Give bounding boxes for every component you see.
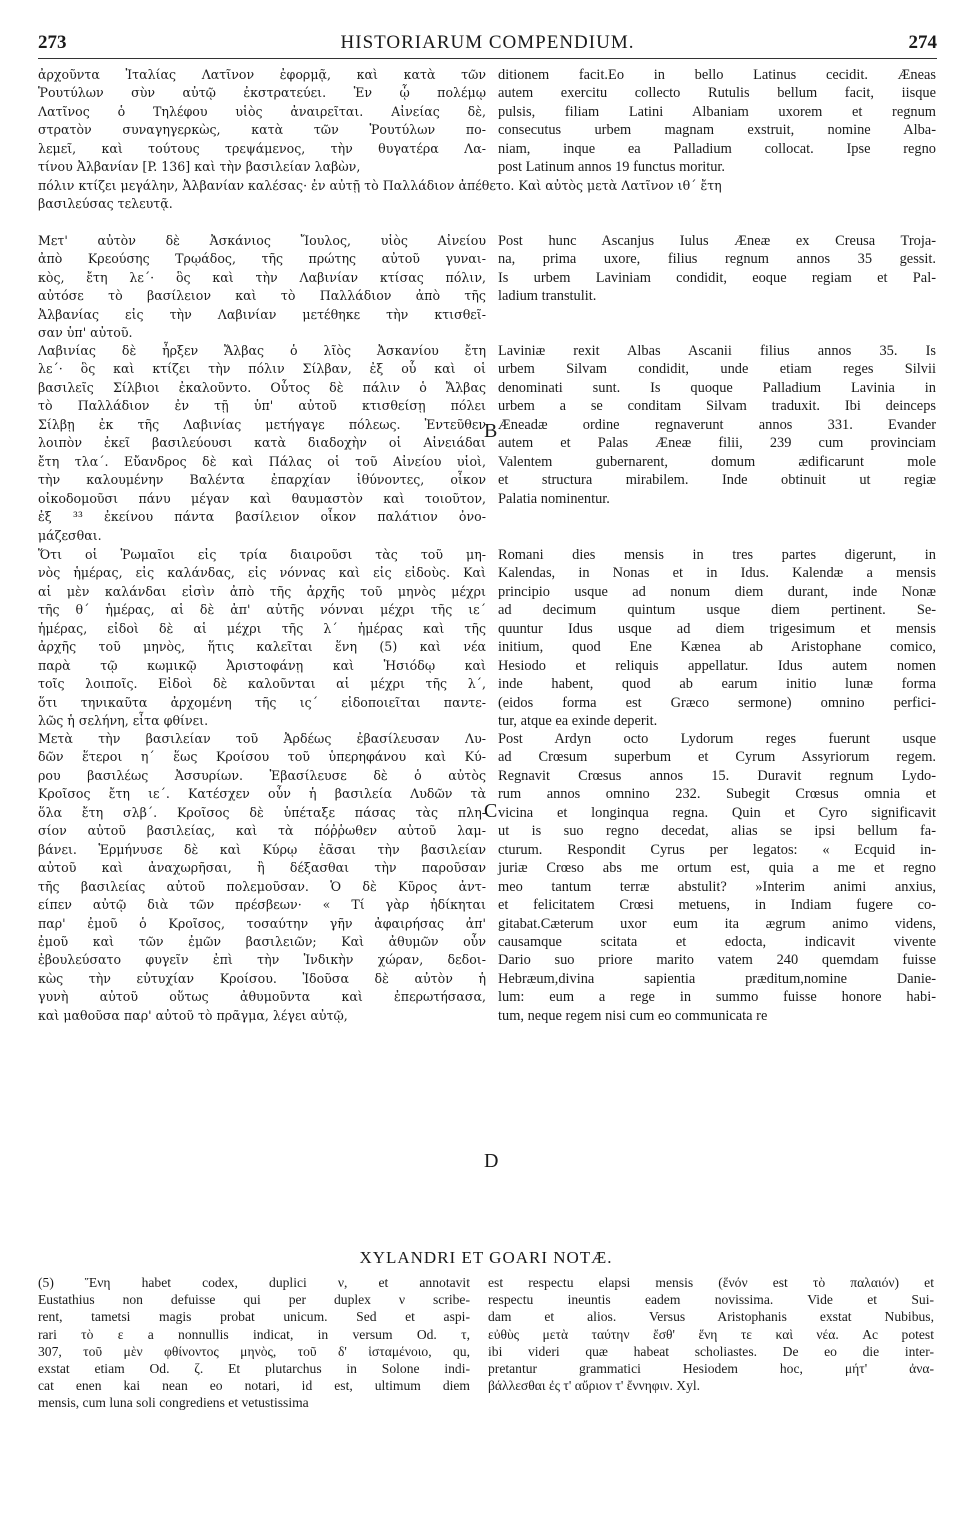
latin-column-block-1 [498,66,936,177]
text-line: μάζεσθαι. [38,527,102,543]
text-line: principio usque ad nonum diem durant, inde Nonæ [498,583,936,600]
text-line: et structura mirabilem. Inde obtinuit ut regiæ [498,472,936,489]
text-line: ὅτι τηνικαῦτα ἀρχομένη τῆς ις΄ εἰδοποιεῖται παντε- [38,694,486,710]
text-line: δῶν ἕτεροι η΄ ἕως Κροίσου τοῦ ὑπερηφάνου καὶ Κύ- [38,749,486,765]
text-line: et felicitatem Crœsi metuens, in Indiam fugere co- [498,897,936,914]
margin-letter-b: B [484,420,498,442]
text-line: lum: eum a rege in summo fuisse honore habi- [498,989,936,1006]
text-line: exstat etiam Od. ζ. Et plutarchus in Solone indi- [38,1361,470,1377]
text-line: urbem a se conditam Silvam traduxit. Ibi deinceps [498,398,936,415]
text-line: consecutus urbem magnam exstruit, nomine Alba- [498,122,936,139]
text-line: ladium transtulit. [498,288,597,305]
text-line: λεμεῖ, καὶ τούτους τρεψάμενος, τὴν θυγατέρα Λα- [38,140,486,156]
text-line: autem exercitu collecto Rutulis bellum facit, iisque [498,85,936,102]
text-line: quuntur Idus usque ad diem trigesimum et mensis [498,620,936,637]
text-line: ἐμοῦ καὶ τῶν ἐμῶν βασιλειῶν; Καὶ ἀθυμῶν οὖν [38,933,486,949]
text-line: rent, tametsi magis probat unicum. Sed et aspi- [38,1309,470,1325]
text-line: σαν ὑπ' αὐτοῦ. [38,325,133,341]
text-line: Ὅτι οἱ Ῥωμαῖοι εἰς τρία διαιροῦσι τὰς τοῦ μη- [38,547,486,562]
text-line: Eustathius non defuisse qui per duplex ν scribe- [38,1292,470,1308]
text-line: τὸ Παλλάδιον ἐν τῇ ὑπ' αὐτοῦ κτισθείσῃ πόλει [38,398,486,414]
text-line: causamque scitata et edocta, indicavit vivente [498,933,936,950]
text-line: τῆς θ΄ ἡμέρας, αἱ δὲ ἀπ' αὐτῆς νόνναι μέχρι τῆς ιε΄ [38,602,486,618]
text-line: ut is suo regno decedat, alias se ipsi bellum fa- [498,823,936,840]
latin-column-block-4 [498,546,936,731]
page-number-left: 273 [38,32,67,53]
text-line: ἐβουλεύσατο φυγεῖν ἐπὶ τὴν Ἰνδικὴν χώραν, δεδοι- [38,952,486,968]
latin-column-block-5 [498,730,936,1025]
text-line: παρὰ τῷ κωμικῷ Ἀριστοφάνῃ καὶ Ἡσιόδῳ καὶ [38,657,486,673]
text-line: est respectu elapsi mensis (ἕνόν est τὸ παλαιόν) et [488,1275,934,1290]
text-line: Κροῖσος ἔτη ιε΄. Κατέσχεν οὖν ἡ βασιλεία Λυδῶν τὰ [38,786,486,802]
running-title: HISTORIARUM COMPENDIUM. [340,32,635,53]
text-line: ἀπὸ Κρεούσης Τρῳάδος, τῆς πρώτης αὐτοῦ γυναι- [38,251,486,267]
text-line: tum, neque regem nisi cum eo communicata re [498,1007,768,1024]
text-line: post Latinum annos 19 functus moritur. [498,159,726,176]
text-line: Is urbem Laviniam condidit, eoque regiam et Pal- [498,269,936,286]
text-line: εὐθὺς μετὰ ταύτην ἔσθ' ἕνη τε καὶ νέα. Ac potest [488,1326,934,1342]
text-line: Laviniæ rexit Albas Ascanii filius annos 35. Is [498,343,936,359]
text-line: Romani dies mensis in tres partes digerunt, in [498,547,936,563]
text-line: πόλιν κτίζει μεγάλην, Ἀλβανίαν καλέσας· ἐν αὐτῇ τὸ Παλλάδιον ἀπέθετο. Καὶ αὐτὸς μετὰ Λατῖνον ιθ΄ ἔτη [38,178,722,193]
text-line: ad Crœsum superbum et Cyrum Assyriorum regem. [498,749,936,766]
text-line: ἀρχῆς τοῦ μηνὸς, ἥτις καλεῖται ἕνη (5) καὶ νέα [38,639,486,655]
greek-column-block-1 [38,66,486,177]
text-line: τῆς βασιλείας αὐτοῦ πολεμοῦσαν. Ὁ δὲ Κῦρος ἀντ- [38,878,486,894]
text-line: urbem Silvam condidit, unde etiam reges Silvii [498,361,936,378]
latin-column-block-2 [498,232,936,306]
text-line: ὅλα ἔτη σλβ΄. Κροῖσος δὲ ὑπέταξε πάσας τὰς πλη- [38,804,486,820]
text-line: (eidos forma est Græco sermone) omnino perfici- [498,694,936,711]
notes-title: XYLANDRI ET GOARI NOTÆ. [359,1248,613,1267]
text-line: Ῥουτύλων σὺν αὐτῷ ἐκστρατεύει. Ἐν ᾧ πολέμῳ [38,85,486,101]
text-line: Valentem gubernarent, domum ædificarunt mole [498,453,936,470]
text-line: 307, τοῦ μὲν φθίνοντος μηνὸς, τοῦ δ' ἱσταμένοιο, qu, [38,1343,470,1359]
text-line: Σίλβῃ ἐκ τῆς Λαβινίας μετήγαγε πόλεως. Ἐντεῦθεν [38,416,486,432]
text-line: αὐτοῦ καὶ ἀναχωρῆσαι, ἢ δέξασθαι τὴν παροῦσαν [38,860,486,876]
text-line: Μετὰ τὴν βασιλείαν τοῦ Ἀρδέως ἐβασίλευσαν Λυ- [38,731,486,746]
text-line: τοῖς λοιποῖς. Εἰδοὶ δὲ καλοῦνται αἱ μέχρι τῆς λ΄, [38,676,486,692]
text-line: cturum. Respondit Cyrus per legatos: « Ecquid in- [498,841,936,858]
text-line: βάλλεσθαι ἐς τ' αὔριον τ' ἔννηφιν. Xyl. [488,1378,701,1394]
text-line: είπεν αὐτῷ διὰ τῶν πρέσβεων· « Τί γὰρ ἠδίκηται [38,897,486,913]
text-line: rum annos omnino 232. Subegit Crœsus omnia et [498,786,936,803]
text-line: γυνὴ αὐτοῦ οὕτως ἀθυμοῦντα καὶ ἐπερωτήσασα, [38,989,486,1005]
text-line: τὴν καλουμένην Βαλέντα ἐπαρχίαν ἰθύνοντες, οἶκον [38,472,486,488]
text-line: Post Ardyn octo Lydorum reges fuerunt usque [498,731,936,747]
text-line: ρου βασιλέως Ἀσσυρίων. Ἐβασίλευσε δὲ ὁ αὐτὸς [38,767,486,783]
text-line: (5) Ἕνη habet codex, duplici ν, et annotavit [38,1275,470,1290]
text-line: pretantur grammatici Hesiodem hoc, μήτ' ἀνα- [488,1361,934,1377]
text-line: λῶς ἡ σελήνη, εἶτα φθίνει. [38,713,209,729]
greek-column-block-5 [38,730,486,1025]
text-line: Hebræum,divina sapientia præditum,nomine Danie- [498,970,936,987]
text-line: τίνου Ἀλβανίαν [P. 136] καὶ τὴν βασιλείαν λαβὼν, [38,159,361,175]
text-line: tur, atque ea exinde deperit. [498,713,658,730]
greek-column-block-2 [38,232,486,343]
notes-right-column [488,1274,934,1394]
text-line: κὼς τὴν εὐτυχίαν Κροίσου. Ἰδοῦσα δὲ αὐτὸν ἡ [38,970,486,986]
text-line: cat enen kai nean eo notari, id est, ultimum diem [38,1378,470,1394]
text-line: λοιπὸν ἐκεῖ βασιλεύουσι κατὰ διαδοχὴν οἱ Αἰνειάδαι [38,435,486,451]
page-header [38,30,937,59]
text-line: Λαβινίας δὲ ἦρξεν Ἄλβας ὁ λῖὸς Ἀσκανίου ἔτη [38,343,486,358]
text-line: Ἀλβανίας εἰς τὴν Λαβινίαν μετέθηκε τὴν κτισθεῖ- [38,306,486,322]
text-line: στρατὸν συναγηγερκὼς, κατὰ τῶν Ῥουτύλων πο- [38,122,486,138]
margin-letter-d: D [484,1150,499,1172]
text-line: ditionem facit.Eo in bello Latinus cecidit. Æneas [498,67,936,83]
text-line: σίον αὐτοῦ βασιλείας, καὶ τὰ πόῤῥωθεν αὐτοῦ λαμ- [38,823,486,839]
greek-column-block-3 [38,342,486,545]
text-line: αὐτόσε τὸ βασίλειον καὶ τὸ Παλλάδιον ἀπὸ τῆς [38,288,486,304]
text-line: Kalendas, in Nonas et in Idus. Kalendæ a mensis [498,565,936,582]
margin-letter-c: C [484,800,498,822]
text-line: οἰκοδομοῦσι πάνυ μέγαν καὶ θαυμαστὸν καὶ τοιοῦτον, [38,490,486,506]
page-number-right: 274 [908,32,937,53]
text-line: rari τὸ ε a nonnullis indicat, in versum Od. τ, [38,1326,470,1342]
text-line: λε΄· ὃς καὶ κτίζει τὴν πόλιν Σίλβαν, ἐξ οὗ καὶ οἱ [38,361,486,377]
text-line: Λατῖνος ὁ Τηλέφου υἱὸς ἀναιρεῖται. Αἰνείας δὲ, [38,103,486,119]
text-line: pulsis, filiam Latini Albaniam uxorem et regnum [498,103,936,120]
greek-column-block-4 [38,546,486,731]
text-line: νὸς ἡμέρας, εἰς καλάνδας, εἰς νόννας καὶ εἰς εἰδοὺς. Καὶ [38,565,486,581]
text-line: βασιλεύσας τελευτᾷ. [38,196,173,212]
text-line: respectu ineuntis eadem novissima. Vide et Sui- [488,1292,934,1308]
text-line: vicina et longinqua regna. Quin et Cyro significavit [498,804,936,821]
text-line: niam, inque ea Palladium collocat. Ipse regno [498,140,936,157]
text-line: Palatia nominentur. [498,490,610,507]
text-line: na, prima uxore, filius regnum annos 35 gessit. [498,251,936,268]
text-line: Regnavit Crœsus annos 15. Duravit regnum Lydo- [498,767,936,784]
greek-fullwidth-block-1 [38,177,934,214]
text-line: Dario suo priore marito vatem 240 quemdam fuisse [498,952,936,969]
text-line: αἱ μὲν καλάνδαι εἰσὶν ἀπὸ τῆς ἀρχῆς τοῦ μηνὸς μέχρι [38,583,486,599]
text-line: gitabat.Cæterum uxor eum ita ægrum animo videns, [498,915,936,932]
notes-left-column [38,1274,470,1412]
text-line: denominati sunt. Is quoque Palladium Lavinia in [498,379,936,396]
text-line: autem et Palas Æneæ filii, 239 cum provinciam [498,435,936,452]
text-line: ibi videri quæ habeat scholiastes. De eo die inter- [488,1343,934,1359]
text-line: βάνει. Ἑρμήνυσε δὲ καὶ Κύρῳ ἐᾶσαι τὴν βασιλείαν [38,841,486,857]
text-line: παρ' ἐμοῦ ὁ Κροῖσος, τοσαύτην γῆν ἀφαιρήσας ἀπ' [38,915,486,931]
text-line: initium, quod Ene Kænea ab Aristophane comico, [498,639,936,656]
text-line: inde habent, quod ab earum initio lunæ forma [498,676,936,693]
text-line: Æneadæ ordine regnaverunt annos 331. Evander [498,416,936,433]
text-line: juriæ Crœso abs me ortum est, quia a me et regno [498,860,936,877]
text-line: ad decimum quintum usque diem pertinent. Se- [498,602,936,619]
text-line: κὸς, ἔτη λε΄· ὃς καὶ τὴν Λαβινίαν κτίσας πόλιν, [38,269,486,285]
text-line: dam et alios. Versus Aristophanis exstat Nubibus, [488,1309,934,1325]
text-line: ἡμέρας, εἰδοὶ δὲ αἱ μέχρι τῆς λ΄ ἡμέρας καὶ τῆς [38,620,486,636]
latin-column-block-3 [498,342,936,508]
text-line: meo tantum terræ abstulit? »Interim animi anxius, [498,878,936,895]
text-line: mensis, cum luna soli congrediens et vetustissima [38,1395,309,1411]
text-line: Hesiodo et reliquis appellatur. Idus autem nomen [498,657,936,674]
text-line: ἔτη τλα΄. Εὔανδρος δὲ καὶ Πάλας οἱ τοῦ Αἰνείου υἱοὶ, [38,453,486,469]
text-line: καὶ μαθοῦσα παρ' αὐτοῦ τὸ πρᾶγμα, λέγει αὐτῷ, [38,1007,348,1023]
text-line: ἐξ ³³ ἐκείνου πάντα βασίλειον οἶκον παλάτιον ὀνο- [38,509,486,525]
text-line: βασιλεῖς Σίλβιοι ἐκαλοῦντο. Οὗτος δὲ πάλιν ὁ Ἄλβας [38,379,486,395]
text-line: ἀρχοῦντα Ἰταλίας Λατῖνον ἐφορμᾷ, καὶ κατὰ τῶν [38,67,486,82]
text-line: Μετ' αὐτὸν δὲ Ἀσκάνιος Ἴουλος, υἱὸς Αἰνείου [38,233,486,248]
text-line: Post hunc Ascanjus Iulus Æneæ ex Creusa Troja- [498,233,936,249]
